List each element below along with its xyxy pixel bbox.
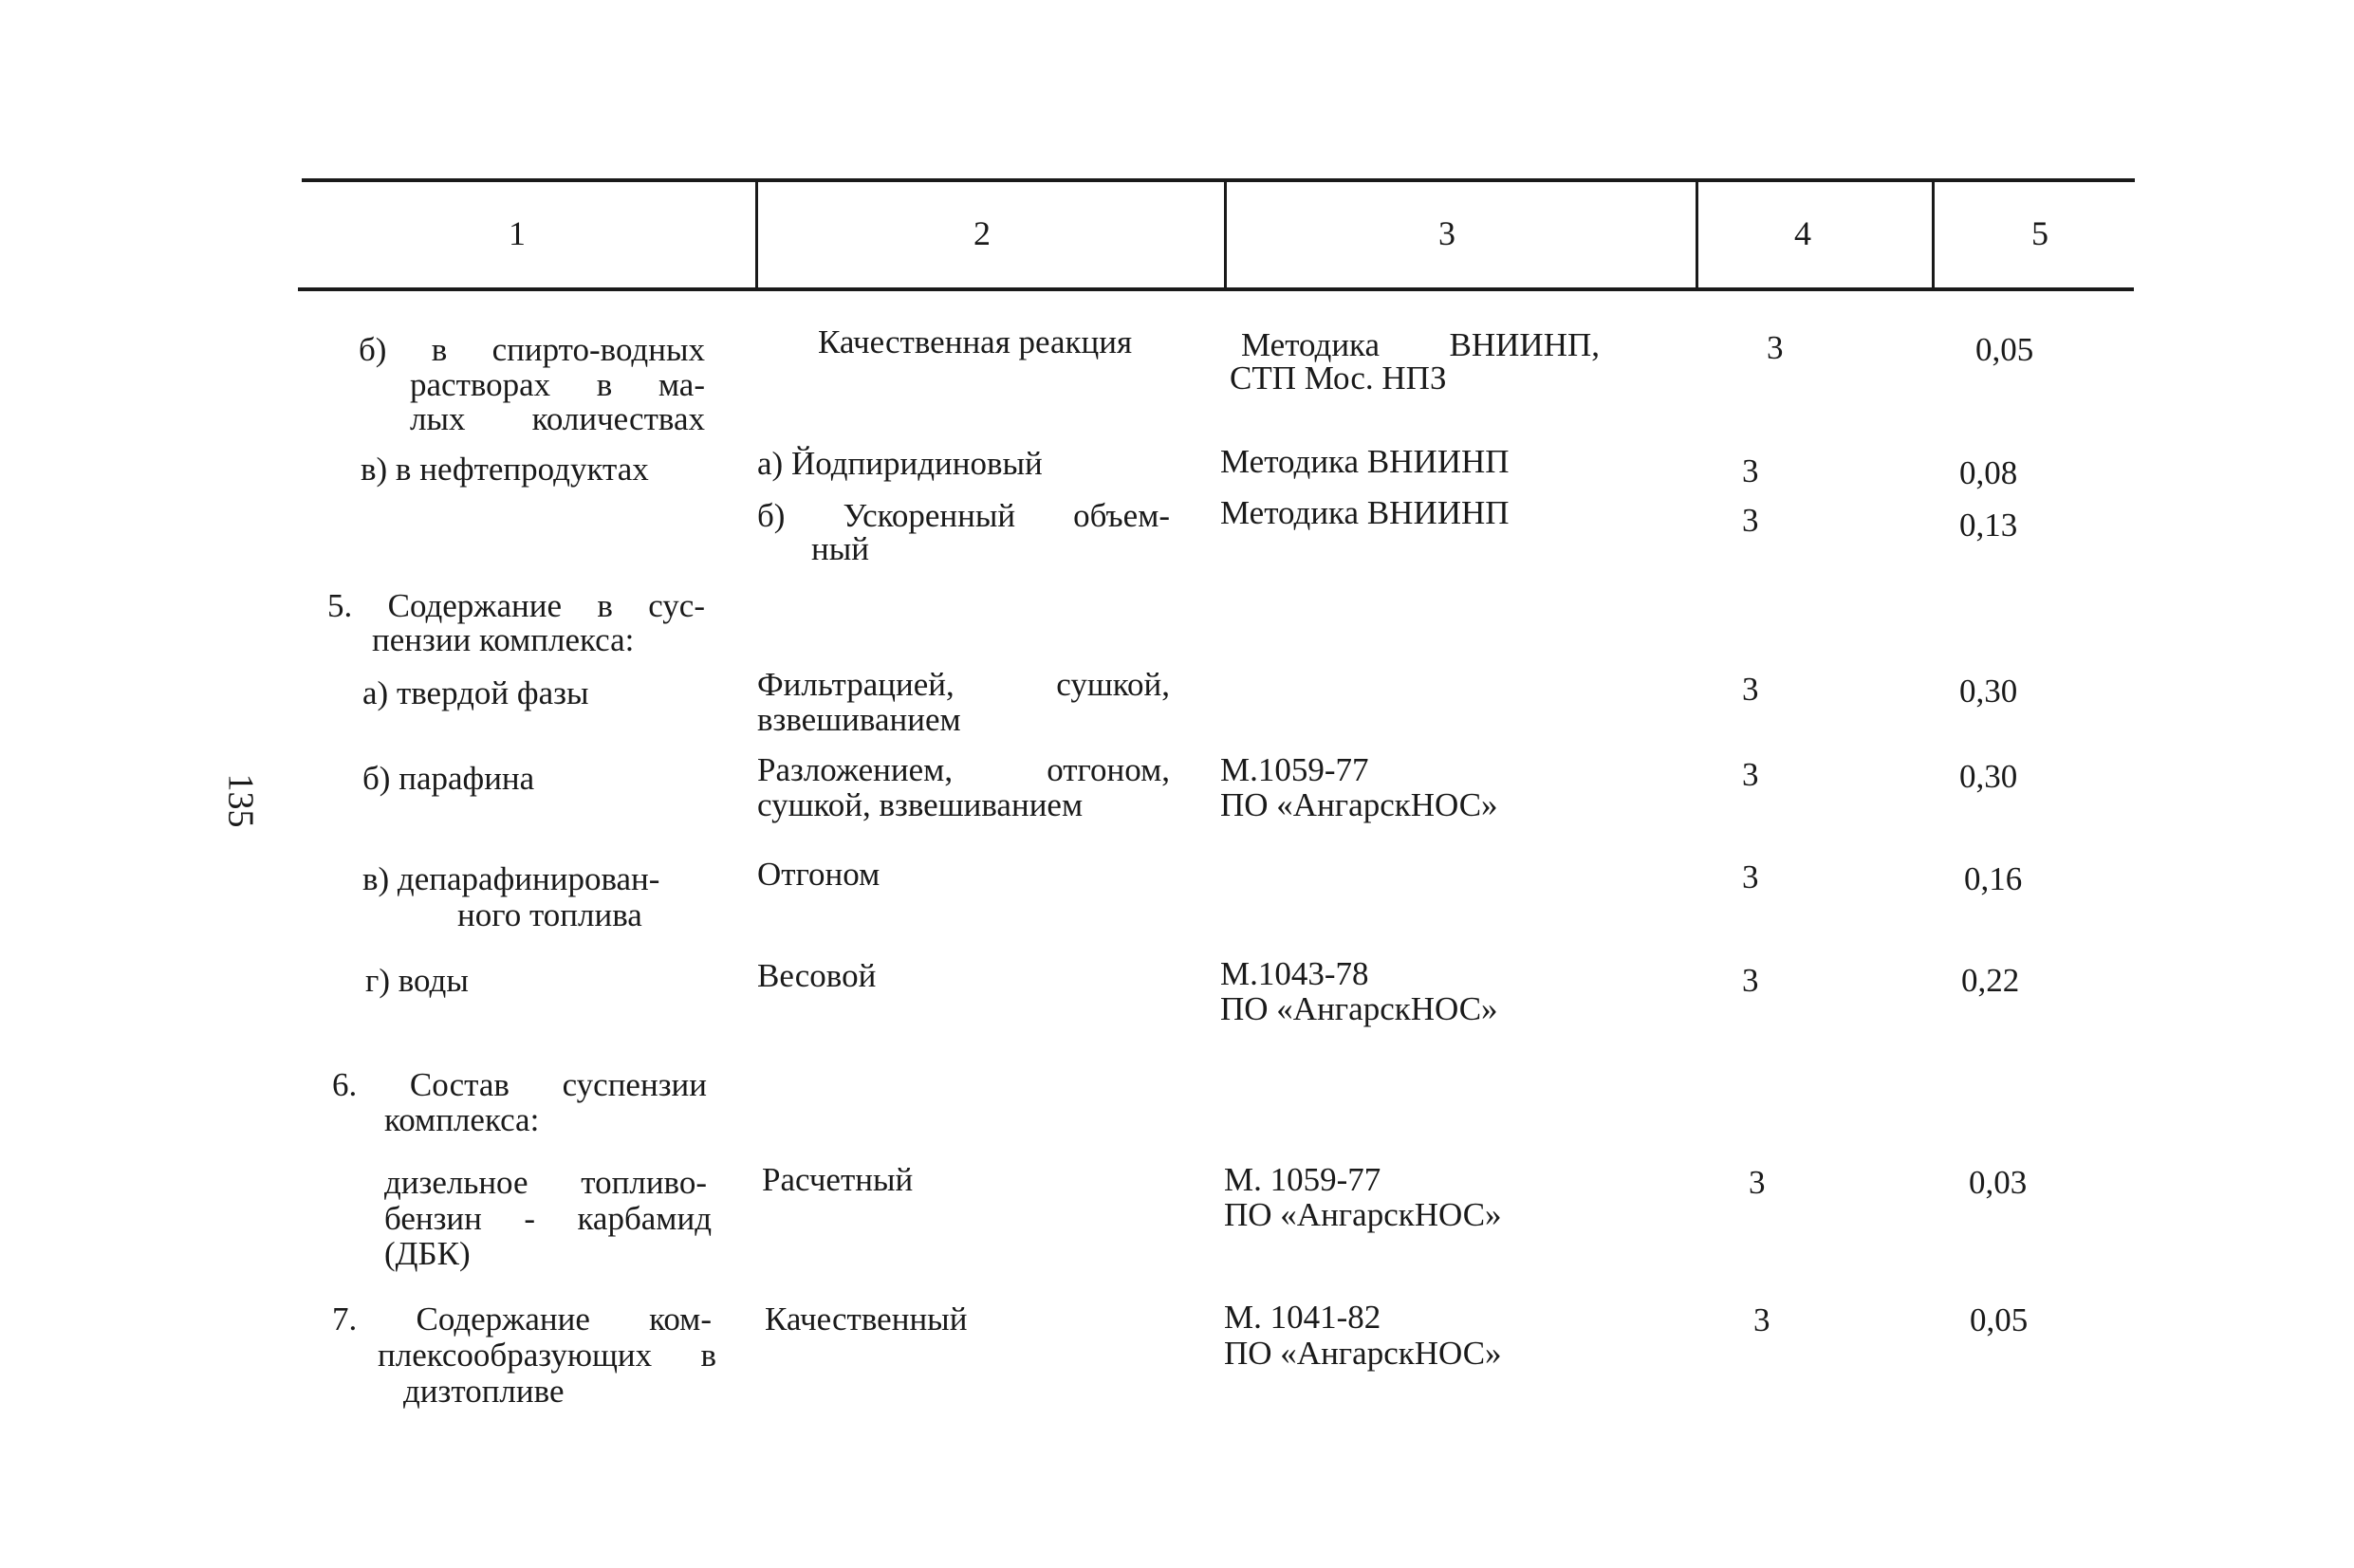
row-label: плексообразующих в [378, 1337, 716, 1374]
col5-value: 0,30 [1959, 758, 2018, 795]
method-cell: б) Ускоренный объем- [757, 497, 1170, 534]
reference-cell: Методика ВНИИНП, [1241, 326, 1600, 363]
col4-value: 3 [1767, 329, 1784, 366]
col4-value: 3 [1742, 756, 1759, 793]
row-label: лых количествах [410, 400, 705, 437]
method-cell: сушкой, взвешиванием [757, 786, 1084, 823]
method-cell: Качественный [765, 1301, 968, 1337]
row-label: 7. Содержание ком- [332, 1301, 712, 1337]
row-label: б) парафина [362, 760, 535, 797]
method-cell: Разложением, отгоном, [757, 751, 1170, 788]
col5-value: 0,05 [1975, 331, 2034, 368]
row-label: растворах в ма- [410, 366, 705, 403]
col5-value: 0,05 [1970, 1301, 2029, 1338]
row-label: пензии комплекса: [372, 621, 635, 658]
column-divider-2 [1224, 182, 1227, 287]
row-label: ного топлива [457, 896, 642, 933]
reference-cell: Методика ВНИИНП [1220, 443, 1510, 480]
col4-value: 3 [1749, 1164, 1766, 1201]
row-label: б) в спирто-водных [359, 331, 705, 368]
header-col-4: 4 [1794, 214, 1811, 252]
col5-value: 0,30 [1959, 673, 2018, 710]
row-label: бензин - карбамид [384, 1200, 712, 1237]
method-cell: ный [811, 530, 869, 567]
header-col-5: 5 [2031, 214, 2048, 252]
col4-value: 3 [1742, 962, 1759, 999]
reference-cell: ПО «АнгарскНОС» [1220, 990, 1498, 1027]
col4-value: 3 [1742, 502, 1759, 539]
header-col-2: 2 [973, 214, 991, 252]
col4-value: 3 [1753, 1301, 1770, 1338]
reference-cell: ПО «АнгарскНОС» [1224, 1196, 1502, 1233]
col5-value: 0,16 [1964, 860, 2023, 897]
row-label: (ДБК) [384, 1235, 471, 1272]
row-label: 5. Содержание в сус- [327, 587, 705, 624]
table-top-rule [302, 178, 2135, 182]
row-label: а) твердой фазы [362, 674, 589, 711]
method-cell: Расчетный [762, 1161, 914, 1198]
reference-cell: М.1043-78 [1220, 955, 1369, 992]
col4-value: 3 [1742, 452, 1759, 489]
header-col-3: 3 [1438, 214, 1455, 252]
method-cell: Весовой [757, 957, 877, 994]
row-label: дизтопливе [403, 1373, 565, 1410]
col5-value: 0,03 [1969, 1164, 2028, 1201]
page-number: 135 [220, 773, 261, 828]
col4-value: 3 [1742, 671, 1759, 708]
row-label: дизельное топливо- [384, 1164, 707, 1201]
reference-cell: М. 1059-77 [1224, 1161, 1381, 1198]
row-label: 6. Состав суспензии [332, 1066, 707, 1103]
col5-value: 0,08 [1959, 454, 2018, 491]
row-label: г) воды [365, 962, 469, 999]
column-divider-4 [1932, 182, 1935, 287]
row-label: в) депарафинирован- [362, 860, 660, 897]
reference-cell: СТП Мос. НПЗ [1230, 360, 1447, 397]
column-divider-1 [755, 182, 758, 287]
reference-cell: М. 1041-82 [1224, 1299, 1381, 1336]
column-divider-3 [1696, 182, 1698, 287]
method-cell: Качественная реакция [818, 323, 1133, 360]
col5-value: 0,13 [1959, 507, 2018, 544]
col5-value: 0,22 [1961, 962, 2020, 999]
reference-cell: Методика ВНИИНП [1220, 494, 1510, 531]
reference-cell: ПО «АнгарскНОС» [1224, 1335, 1502, 1372]
reference-cell: М.1059-77 [1220, 751, 1369, 788]
method-cell: Фильтрацией, сушкой, [757, 666, 1170, 703]
col4-value: 3 [1742, 858, 1759, 895]
row-label: комплекса: [384, 1101, 540, 1138]
row-label: в) в нефтепродуктах [361, 451, 649, 488]
method-cell: взвешиванием [757, 701, 961, 738]
table-header-rule [298, 287, 2134, 291]
method-cell: а) Йодпиридиновый [757, 445, 1043, 482]
reference-cell: ПО «АнгарскНОС» [1220, 786, 1498, 823]
method-cell: Отгоном [757, 856, 880, 893]
header-col-1: 1 [509, 214, 526, 252]
